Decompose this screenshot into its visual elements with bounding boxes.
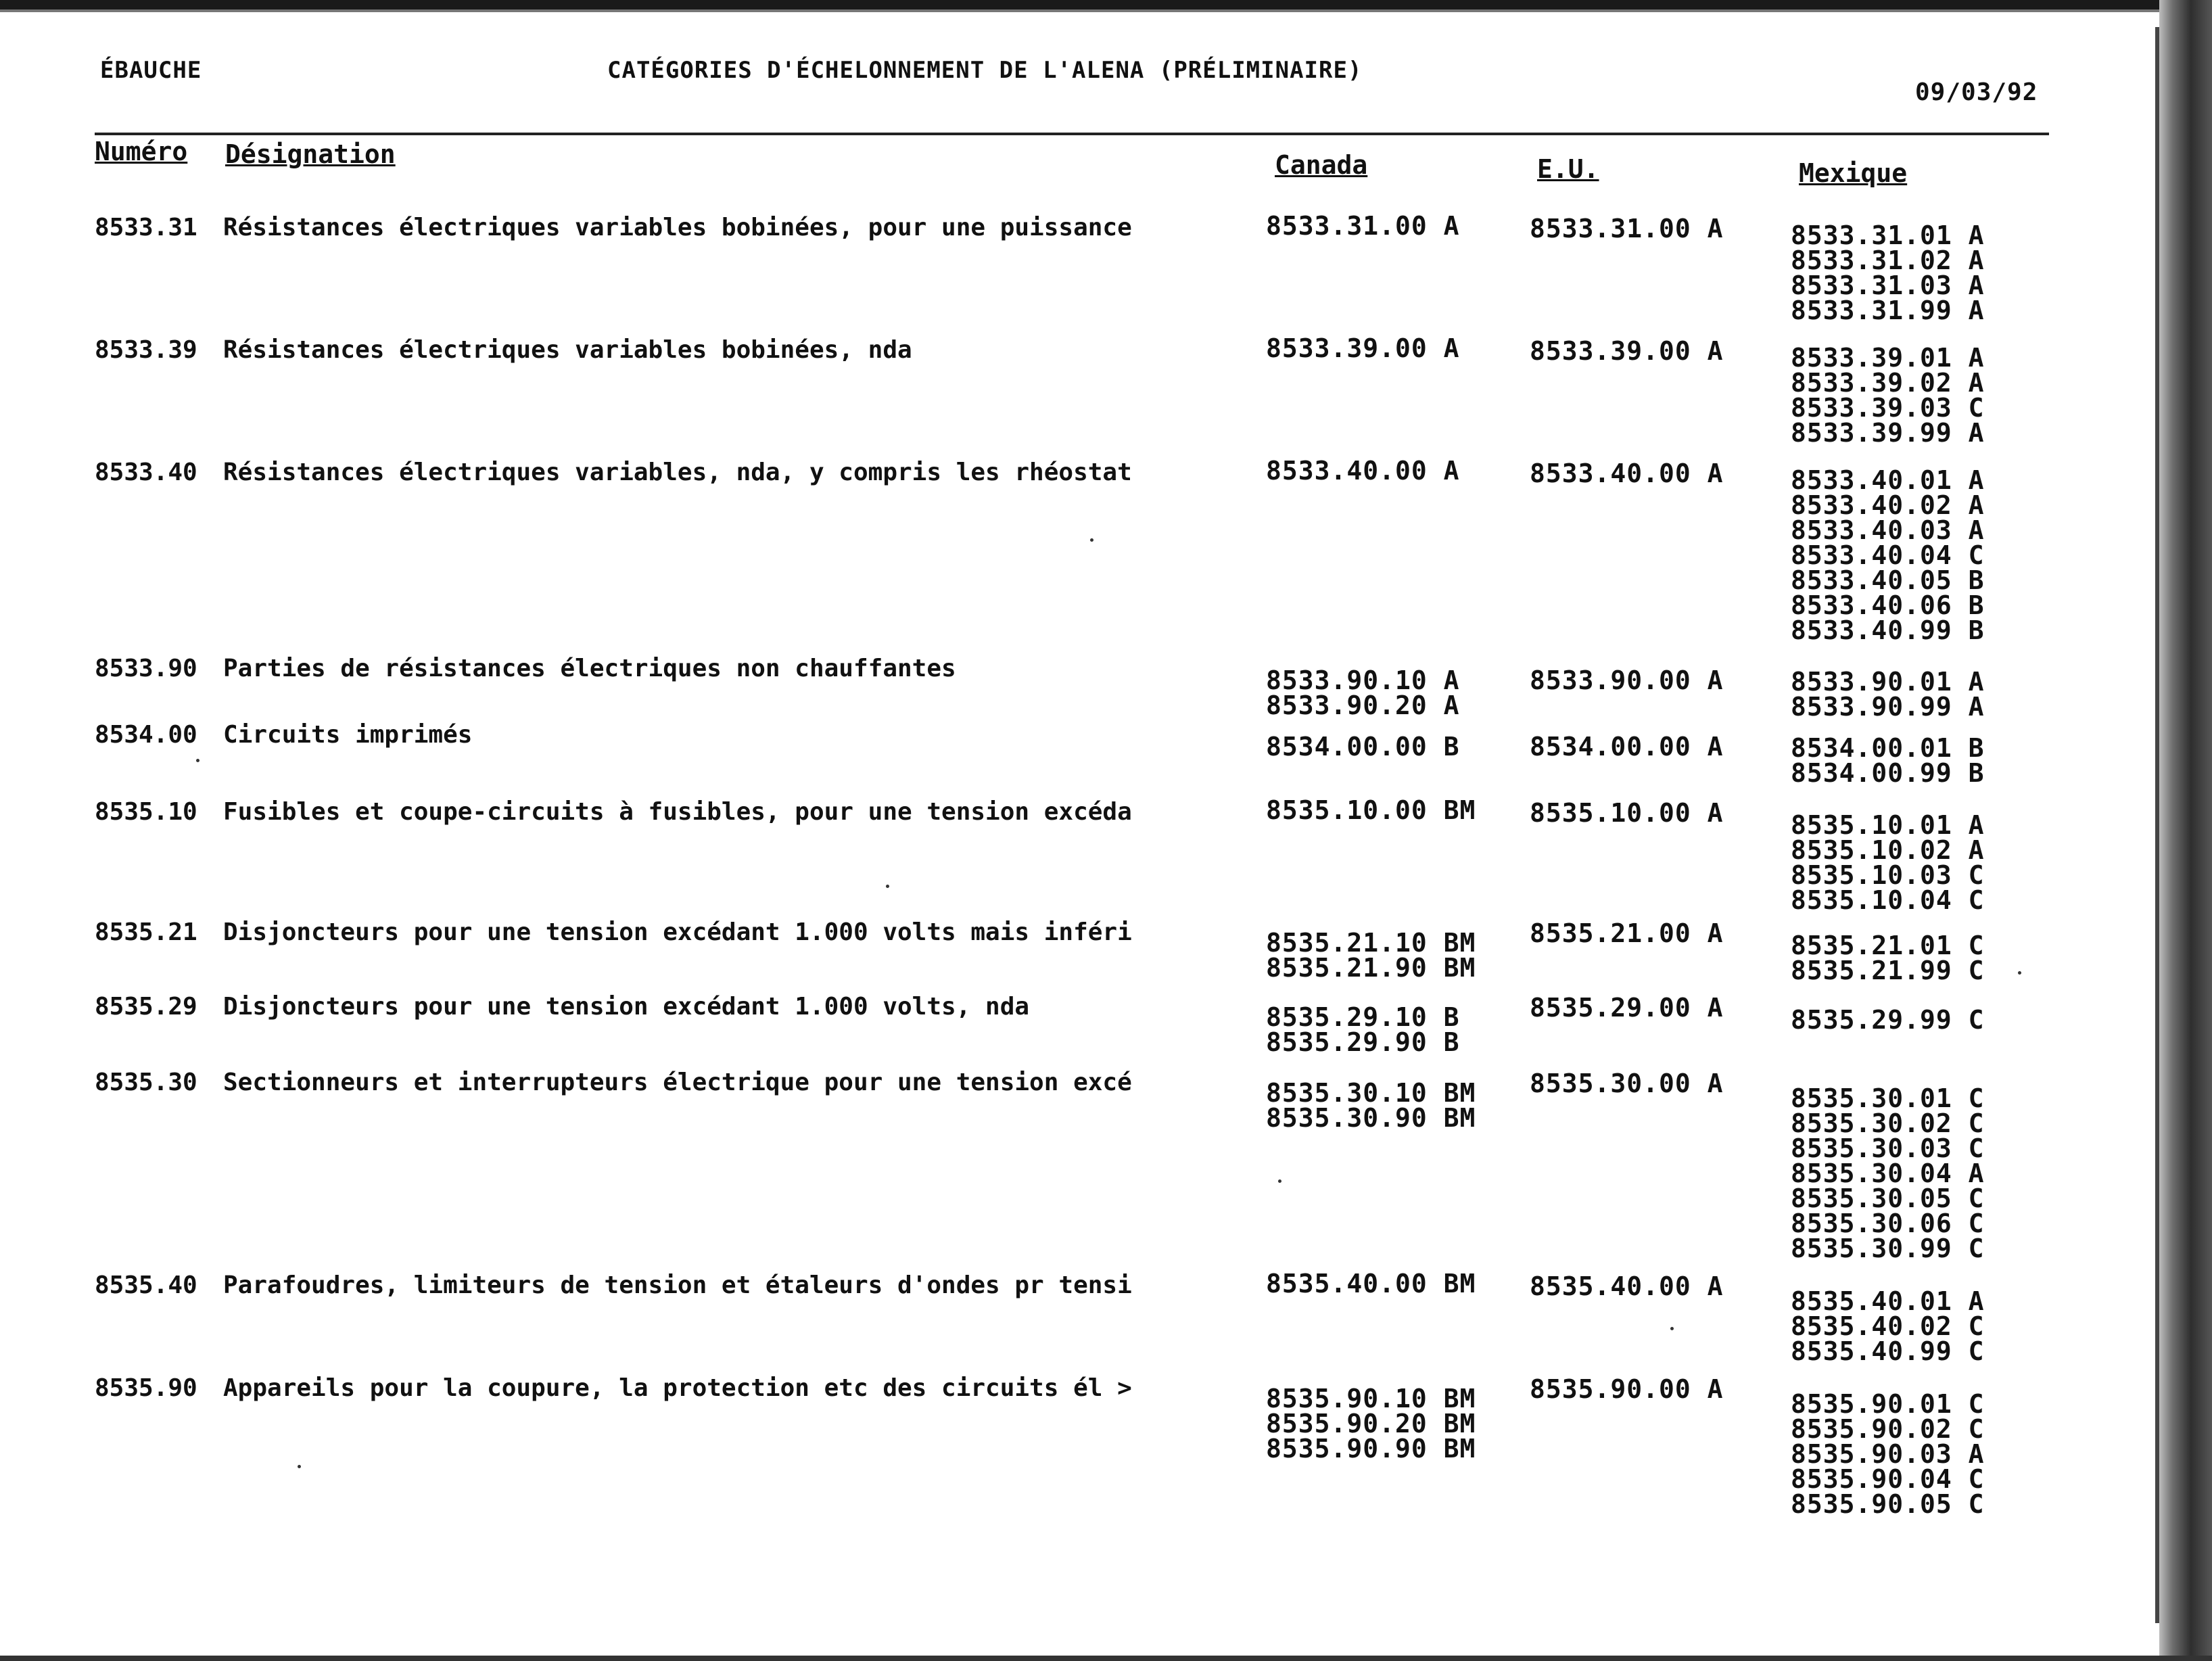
row-mexique-codes — [1791, 465, 1985, 645]
mexique-code: 8533.40.99 B — [1791, 615, 1985, 645]
row-canada-codes — [1266, 665, 1460, 720]
mexique-code: 8535.90.04 C — [1791, 1464, 1985, 1494]
canada-code: 8533.31.00 A — [1266, 211, 1460, 241]
mexique-code: 8535.40.01 A — [1791, 1286, 1985, 1316]
mexique-code: 8533.40.04 C — [1791, 540, 1985, 570]
row-designation: Sectionneurs et interrupteurs électrique pour une tension excé — [223, 1069, 1132, 1096]
header-rule — [95, 133, 2049, 135]
mexique-code: 8533.31.02 A — [1791, 245, 1985, 275]
row-numero: 8535.90 — [95, 1374, 197, 1402]
scan-speck — [886, 885, 889, 888]
row-designation: Circuits imprimés — [223, 721, 473, 749]
mexique-code: 8533.40.05 B — [1791, 565, 1985, 595]
row-canada-codes — [1266, 732, 1460, 762]
row-eu-codes — [1530, 732, 1724, 762]
scan-speck — [298, 1465, 301, 1468]
mexique-code: 8535.90.03 A — [1791, 1439, 1985, 1469]
scan-speck — [1670, 1327, 1674, 1330]
row-designation: Disjoncteurs pour une tension excédant 1.000 volts mais inféri — [223, 918, 1132, 946]
row-numero: 8533.39 — [95, 336, 197, 364]
document-title: CATÉGORIES D'ÉCHELONNEMENT DE L'ALENA (PRÉLIMINAIRE) — [607, 57, 1363, 84]
mexique-code: 8535.90.02 C — [1791, 1414, 1985, 1444]
mexique-code: 8534.00.01 B — [1791, 733, 1985, 763]
scan-border-right — [2159, 0, 2212, 1661]
row-numero: 8535.30 — [95, 1069, 197, 1096]
mexique-code: 8533.40.06 B — [1791, 590, 1985, 620]
mexique-code: 8533.39.03 C — [1791, 393, 1985, 423]
row-numero: 8533.40 — [95, 459, 197, 486]
scan-speck — [1090, 538, 1093, 542]
mexique-code: 8535.21.99 C — [1791, 956, 1985, 985]
row-eu-codes — [1530, 993, 1724, 1023]
eu-code: 8533.39.00 A — [1530, 336, 1724, 366]
column-header-numero: Numéro — [95, 137, 188, 166]
mexique-code: 8535.10.01 A — [1791, 810, 1985, 840]
row-canada-codes — [1266, 333, 1460, 363]
row-mexique-codes — [1791, 1286, 1985, 1366]
mexique-code: 8535.10.04 C — [1791, 885, 1985, 915]
row-mexique-codes — [1791, 667, 1985, 722]
canada-code: 8535.90.20 BM — [1266, 1409, 1476, 1438]
column-header-designation: Désignation — [225, 139, 396, 169]
canada-code: 8535.10.00 BM — [1266, 795, 1476, 825]
mexique-code: 8533.40.03 A — [1791, 515, 1985, 545]
row-mexique-codes — [1791, 1005, 1985, 1035]
column-header-mexique: Mexique — [1799, 158, 1908, 188]
row-numero: 8535.21 — [95, 918, 197, 946]
row-eu-codes — [1530, 665, 1724, 695]
mexique-code: 8533.40.02 A — [1791, 490, 1985, 520]
row-eu-codes — [1530, 1071, 1724, 1096]
mexique-code: 8533.31.01 A — [1791, 220, 1985, 250]
row-eu-codes — [1530, 1374, 1724, 1404]
mexique-code: 8533.40.01 A — [1791, 465, 1985, 495]
mexique-code: 8533.39.01 A — [1791, 343, 1985, 373]
row-canada-codes — [1266, 211, 1460, 241]
row-canada-codes — [1266, 1384, 1476, 1464]
canada-code: 8535.29.90 B — [1266, 1027, 1460, 1057]
row-canada-codes — [1266, 1269, 1476, 1299]
row-designation: Appareils pour la coupure, la protection etc des circuits él > — [223, 1374, 1132, 1402]
mexique-code: 8535.90.01 C — [1791, 1389, 1985, 1419]
draft-label: ÉBAUCHE — [100, 57, 202, 84]
scan-border-topline — [0, 9, 2212, 12]
canada-code: 8533.39.00 A — [1266, 333, 1460, 363]
eu-code: 8534.00.00 A — [1530, 732, 1724, 762]
mexique-code: 8533.39.99 A — [1791, 418, 1985, 448]
canada-code: 8533.40.00 A — [1266, 456, 1460, 486]
canada-code: 8535.21.10 BM — [1266, 928, 1476, 958]
row-eu-codes — [1530, 798, 1724, 828]
row-canada-codes — [1266, 928, 1476, 983]
row-canada-codes — [1266, 795, 1476, 825]
mexique-code: 8533.90.01 A — [1791, 667, 1985, 697]
mexique-code: 8535.29.99 C — [1791, 1005, 1985, 1035]
mexique-code: 8533.39.02 A — [1791, 368, 1985, 398]
row-mexique-codes — [1791, 343, 1985, 448]
row-mexique-codes — [1791, 1083, 1985, 1263]
row-numero: 8533.31 — [95, 214, 197, 241]
scan-speck — [1278, 1179, 1281, 1183]
mexique-code: 8535.30.05 C — [1791, 1184, 1985, 1213]
row-mexique-codes — [1791, 810, 1985, 915]
row-designation: Résistances électriques variables bobinées, nda — [223, 336, 912, 364]
column-header-canada: Canada — [1275, 150, 1368, 180]
mexique-code: 8533.31.99 A — [1791, 296, 1985, 325]
mexique-code: 8535.21.01 C — [1791, 931, 1985, 960]
row-numero: 8533.90 — [95, 655, 197, 682]
eu-code: 8533.40.00 A — [1530, 459, 1724, 488]
row-eu-codes — [1530, 1271, 1724, 1301]
row-numero: 8535.29 — [95, 993, 197, 1021]
canada-code: 8535.90.90 BM — [1266, 1434, 1476, 1464]
canada-code: 8535.29.10 B — [1266, 1002, 1460, 1032]
row-eu-codes — [1530, 216, 1724, 241]
eu-code: 8535.29.00 A — [1530, 993, 1724, 1023]
canada-code: 8535.40.00 BM — [1266, 1269, 1476, 1299]
row-designation: Parafoudres, limiteurs de tension et étaleurs d'ondes pr tensi — [223, 1271, 1132, 1299]
mexique-code: 8535.30.01 C — [1791, 1083, 1985, 1113]
row-numero: 8535.10 — [95, 798, 197, 826]
mexique-code: 8535.40.99 C — [1791, 1336, 1985, 1366]
canada-code: 8535.30.90 BM — [1266, 1103, 1476, 1133]
mexique-code: 8535.40.02 C — [1791, 1311, 1985, 1341]
mexique-code: 8535.30.04 A — [1791, 1159, 1985, 1188]
eu-code: 8535.40.00 A — [1530, 1271, 1724, 1301]
mexique-code: 8535.30.06 C — [1791, 1209, 1985, 1238]
canada-code: 8535.21.90 BM — [1266, 953, 1476, 983]
column-header-eu: E.U. — [1537, 154, 1599, 184]
eu-code: 8533.31.00 A — [1530, 214, 1724, 243]
mexique-code: 8533.31.03 A — [1791, 271, 1985, 300]
row-mexique-codes — [1791, 220, 1985, 325]
mexique-code: 8535.30.99 C — [1791, 1234, 1985, 1263]
mexique-code: 8534.00.99 B — [1791, 758, 1985, 788]
row-eu-codes — [1530, 918, 1724, 948]
scan-speck — [196, 759, 199, 762]
row-designation: Disjoncteurs pour une tension excédant 1.000 volts, nda — [223, 993, 1030, 1021]
canada-code: 8533.90.10 A — [1266, 665, 1460, 695]
row-mexique-codes — [1791, 933, 1985, 983]
eu-code: 8535.90.00 A — [1530, 1374, 1724, 1404]
scan-speck — [2018, 971, 2021, 975]
eu-code: 8535.30.00 A — [1530, 1069, 1724, 1098]
row-designation: Parties de résistances électriques non chauffantes — [223, 655, 956, 682]
row-numero: 8534.00 — [95, 721, 197, 749]
canada-code: 8534.00.00 B — [1266, 732, 1460, 762]
eu-code: 8533.90.00 A — [1530, 665, 1724, 695]
eu-code: 8535.21.00 A — [1530, 918, 1724, 948]
row-designation: Fusibles et coupe-circuits à fusibles, pour une tension excéda — [223, 798, 1132, 826]
scan-border-bottom — [0, 1656, 2212, 1661]
row-canada-codes — [1266, 456, 1460, 486]
row-designation: Résistances électriques variables bobinées, pour une puissance — [223, 214, 1132, 241]
mexique-code: 8535.10.03 C — [1791, 860, 1985, 890]
canada-code: 8535.30.10 BM — [1266, 1078, 1476, 1108]
mexique-code: 8533.90.99 A — [1791, 692, 1985, 722]
canada-code: 8535.90.10 BM — [1266, 1384, 1476, 1413]
mexique-code: 8535.10.02 A — [1791, 835, 1985, 865]
document-date: 09/03/92 — [1915, 78, 2038, 106]
row-mexique-codes — [1791, 1389, 1985, 1519]
mexique-code: 8535.90.05 C — [1791, 1489, 1985, 1519]
eu-code: 8535.10.00 A — [1530, 798, 1724, 828]
row-numero: 8535.40 — [95, 1271, 197, 1299]
row-canada-codes — [1266, 1078, 1476, 1133]
row-canada-codes — [1266, 1002, 1460, 1057]
row-mexique-codes — [1791, 733, 1985, 788]
mexique-code: 8535.30.03 C — [1791, 1133, 1985, 1163]
row-designation: Résistances électriques variables, nda, y compris les rhéostat — [223, 459, 1132, 486]
scan-border-top — [0, 0, 2212, 9]
row-eu-codes — [1530, 336, 1724, 366]
mexique-code: 8535.30.02 C — [1791, 1108, 1985, 1138]
canada-code: 8533.90.20 A — [1266, 691, 1460, 720]
row-eu-codes — [1530, 461, 1724, 486]
